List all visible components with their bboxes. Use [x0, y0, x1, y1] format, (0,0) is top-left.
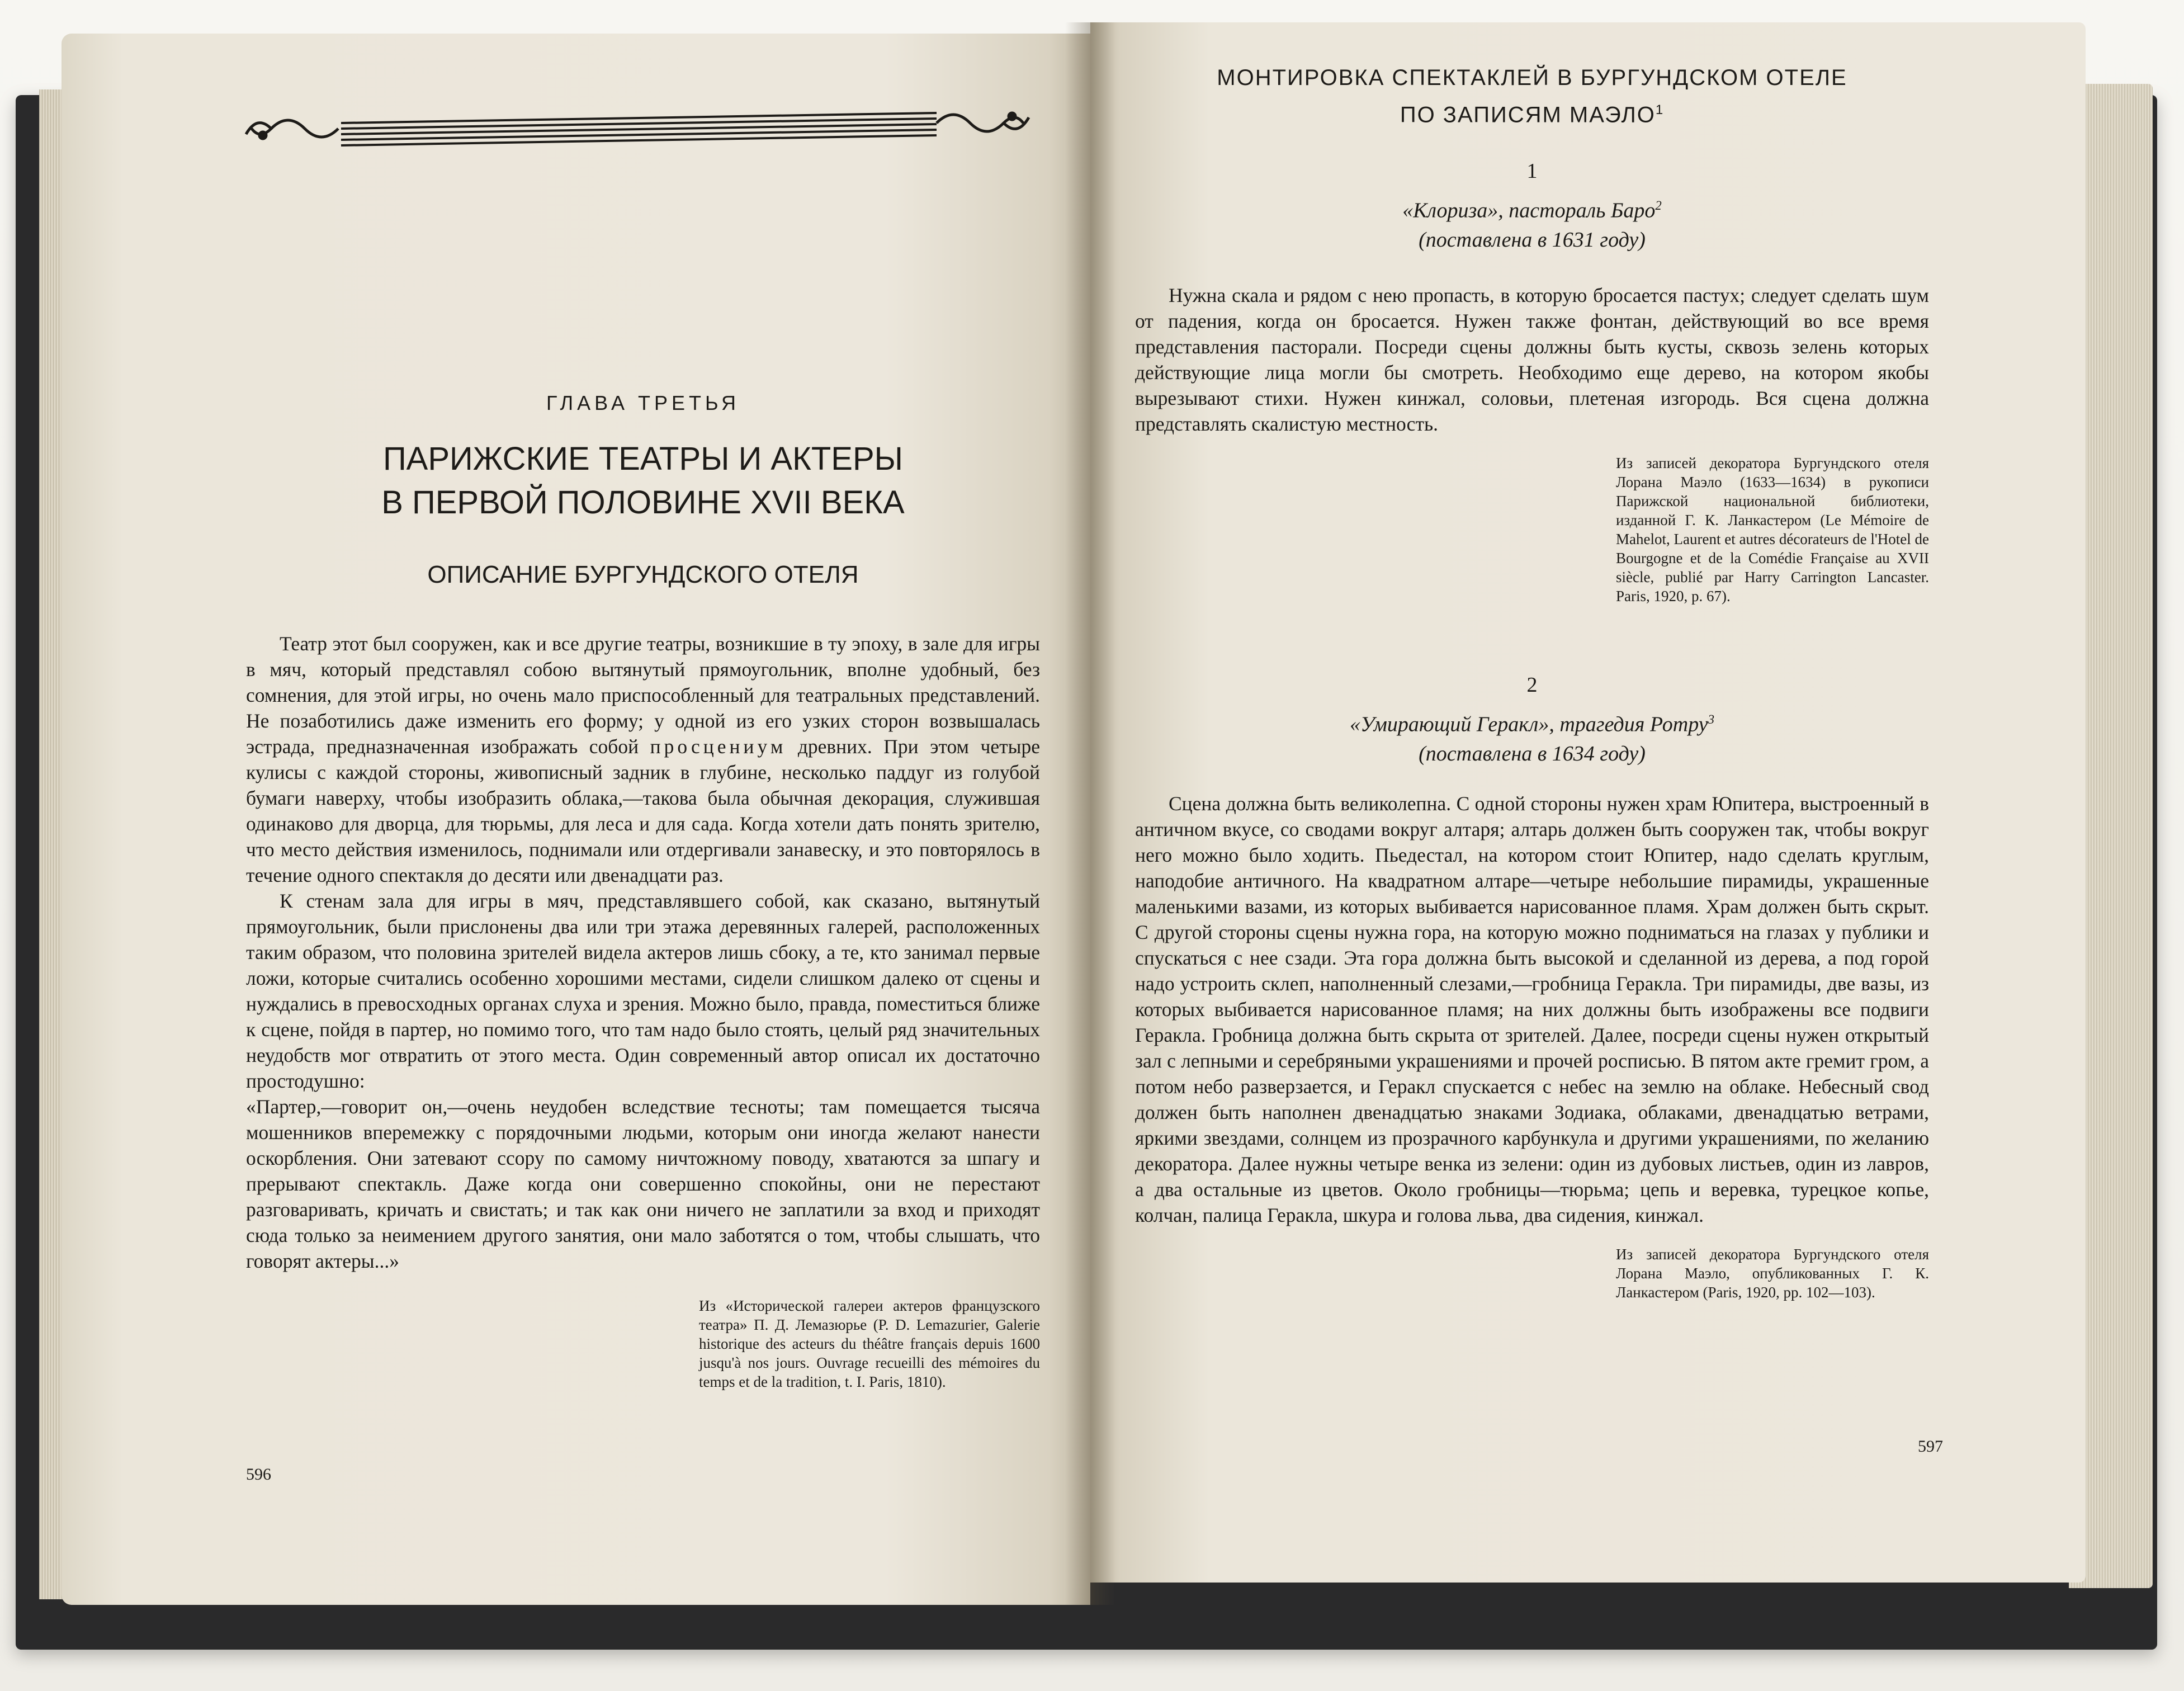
right-title-line2 [1135, 94, 1929, 131]
right-page-title [1135, 62, 1929, 131]
footnote-marker: 1 [1655, 102, 1665, 117]
paragraph: Сцена должна быть великолепна. С одной стороны нужен храм Юпитера, выстроенный в античном вкусе, со сводами вокруг алтаря; алтарь должен быть сооружен так, чтобы вокруг него можно было ходить. Пьедестал, на котором стоит Юпитер, надо сделать круглым, наподобие античного. На квадратном алтаре—четыре небольшие пирамиды, украшенные маленькими вазами, из которых выбивается нарисованное пламя. Храм должен быть скрыт. С другой стороны сцены нужна гора, на которую можно подниматься на глазах у публики и спускаться с нее сзади. Эта гора должна быть высокой и сделанной из дерева, а под горой надо устроить склеп, наполненный слезами,—гробница Геракла. Три пирамиды, две вазы, из которых выбивается нарисованное пламя; на них должны быть изображены все подвиги Геракла. Гробница должна быть скрыта от зрителей. Далее, посреди сцены нужен открытый зал с лепными и серебряными украшениями и прочей росписью. В пятом акте гремит гром, а потом небо разверзается, и Геракл спускается с небес на землю на облаке. Небесный свод должен быть наполнен двенадцатью знаками Зодиака, облаками, двенадцатью ветрами, яркими звездами, солнцем из прозрачного карбункула и другими украшениями, по желанию декоратора. Далее нужны четыре венка из зелени: один из дубовых листьев, один из лавров, а два остальные из цветов. Около гробницы—тюрьма; цепь и веревка, турецкое копье, колчан, палица Геракла, шкура и голова льва, два сидения, кинжал. [1135, 792, 1929, 1226]
section-heading [1135, 191, 1929, 225]
page-number-left: 596 [246, 1465, 271, 1484]
source-note: Из записей декоратора Бургундского отеля Лорана Маэло, опубликованных Г. К. Ланкастером (Paris, 1920, pp. 102—103). [1616, 1245, 1929, 1301]
chapter-label: ГЛАВА ТРЕТЬЯ [546, 391, 740, 414]
right-body-1 [1135, 282, 1929, 437]
paragraph: К стенам зала для игры в мяч, представлявшего собой, как сказано, вытянутый прямоугольник, были прислонены два или три этажа деревянных галерей, расположенных таким образом, что половина зрителей видела актеров лишь сбоку, а те, кто занимал первые ложи, которые считались особенно хорошими местами, сидели слишком далеко от сцены и нуждались в превосходных органах слуха и зрения. Можно было, правда, поместиться ближе к сцене, пойдя в партер, но помимо того, что там надо было стоять, целый ряд значительных неудобств мог отвратить от этого места. Один современный автор описал их достаточно простодушно: [246, 890, 1040, 1092]
section-subheading: (поставлена в 1634 году) [1419, 741, 1646, 766]
paragraph-part: древних. При этом четыре кулисы с каждой стороны, живописный задник в глубине, несколько паддуг из голубой бумаги наверху, чтобы изобразить облака,—такова была обычная декорация, служившая одинаково для дворца, для тюрьмы, для леса и для сада. Когда хотели дать понять зрителю, что место действия изменилось, поднимали или отдергивали занавеску, и это повторялось в течение одного спектакля до десяти или двенадцати раз. [246, 735, 1041, 886]
chapter-title-line2: В ПЕРВОЙ ПОЛОВИНЕ XVII ВЕКА [381, 484, 905, 521]
section-heading [1135, 705, 1929, 739]
footnote-marker: 2 [1655, 199, 1662, 213]
chapter-title-line1: ПАРИЖСКИЕ ТЕАТРЫ И АКТЕРЫ [382, 441, 904, 477]
right-body-2 [1135, 791, 1929, 1228]
section-heading-text: «Клориза», пастораль Баро [1402, 199, 1656, 223]
footnote-marker: 3 [1708, 712, 1714, 726]
left-page-text [246, 391, 1040, 1391]
section-title: ОПИСАНИЕ БУРГУНДСКОГО ОТЕЛЯ [427, 561, 859, 588]
section-number: 1 [1526, 159, 1538, 183]
right-page-text [1135, 62, 1929, 1302]
source-note: Из записей декоратора Бургундского отеля Лорана Маэло (1633—1634) в рукописи Парижской национальной библиотеки, изданной Г. К. Ланкастером (Le Mémoire de Mahelot, Laurent et autres décorateurs de l'Hotel de Bourgogne et de la Comédie Française au XVII siècle, publié par Harry Carrington Lancaster. Paris, 1920, p. 67). [1616, 454, 1929, 604]
left-body [246, 631, 1040, 1274]
section-subheading: (поставлена в 1631 году) [1419, 228, 1646, 252]
paragraph [246, 631, 1040, 888]
book-gutter [1065, 22, 1115, 1605]
page-number-right: 597 [1918, 1437, 1943, 1456]
paragraph-part: Театр этот был сооружен, как и все другие театры, возникшие в ту эпоху, в зале для игры в мяч, который представлял собою вытянутый прямоугольник, вполне удобный, без сомнения, для этой игры, но очень мало приспособленный для театральных представлений. Не позаботились даже изменить его форму; у одной из его узких сторон возвышалась эстрада, предназначенная изображать собой [246, 632, 1040, 758]
paragraph: Нужна скала и рядом с нею пропасть, в которую бросается пастух; следует сделать шум от падения, когда он бросается. Нужен также фонтан, действующий во все время представления пасторали. Посреди сцены должны быть кусты, сквозь зелень которых действующие лица могли бы смотреть. Необходимо еще дерево, на котором якобы вырезывают стихи. Нужен кинжал, соловьи, плетеная изгородь. Вся сцена должна представлять скалистую местность. [1135, 284, 1929, 435]
spaced-word: просцениум [650, 735, 787, 758]
right-title-text: ПО ЗАПИСЯМ МАЭЛО [1400, 102, 1656, 127]
source-note: Из «Исторической галереи актеров французского театра» П. Д. Лемазюрье (P. D. Lemazurier, Galerie historique des acteurs du théâtre français depuis 1600 jusqu'à nos jours. Ouvrage recueilli des mémoires du temps et de la tradition, t. I. Paris, 1810). [699, 1297, 1040, 1390]
ornament-divider [240, 101, 1034, 162]
quote-paragraph: «Партер,—говорит он,—очень неудобен вследствие тесноты; там помещается тысяча мошенников вперемежку с порядочными людьми, которым они иногда желают нанести оскорбления. Они затевают ссору по самому ничтожному поводу, хватаются за шпагу и прерывают спектакль. Даже когда они совершенно спокойны, они не перестают разговаривать, кричать и свистать; и так как они ничего не заплатили за вход и приходят сюда только за неимением другого занятия, они мало заботятся о том, чтобы слышать, что говорят актеры...» [246, 1095, 1040, 1272]
section-number: 2 [1526, 673, 1538, 697]
right-title-line1: МОНТИРОВКА СПЕКТАКЛЕЙ В БУРГУНДСКОМ ОТЕЛЕ [1217, 65, 1847, 90]
section-heading-text: «Умирающий Геракл», трагедия Ротру [1350, 712, 1708, 736]
chapter-title [246, 437, 1040, 525]
